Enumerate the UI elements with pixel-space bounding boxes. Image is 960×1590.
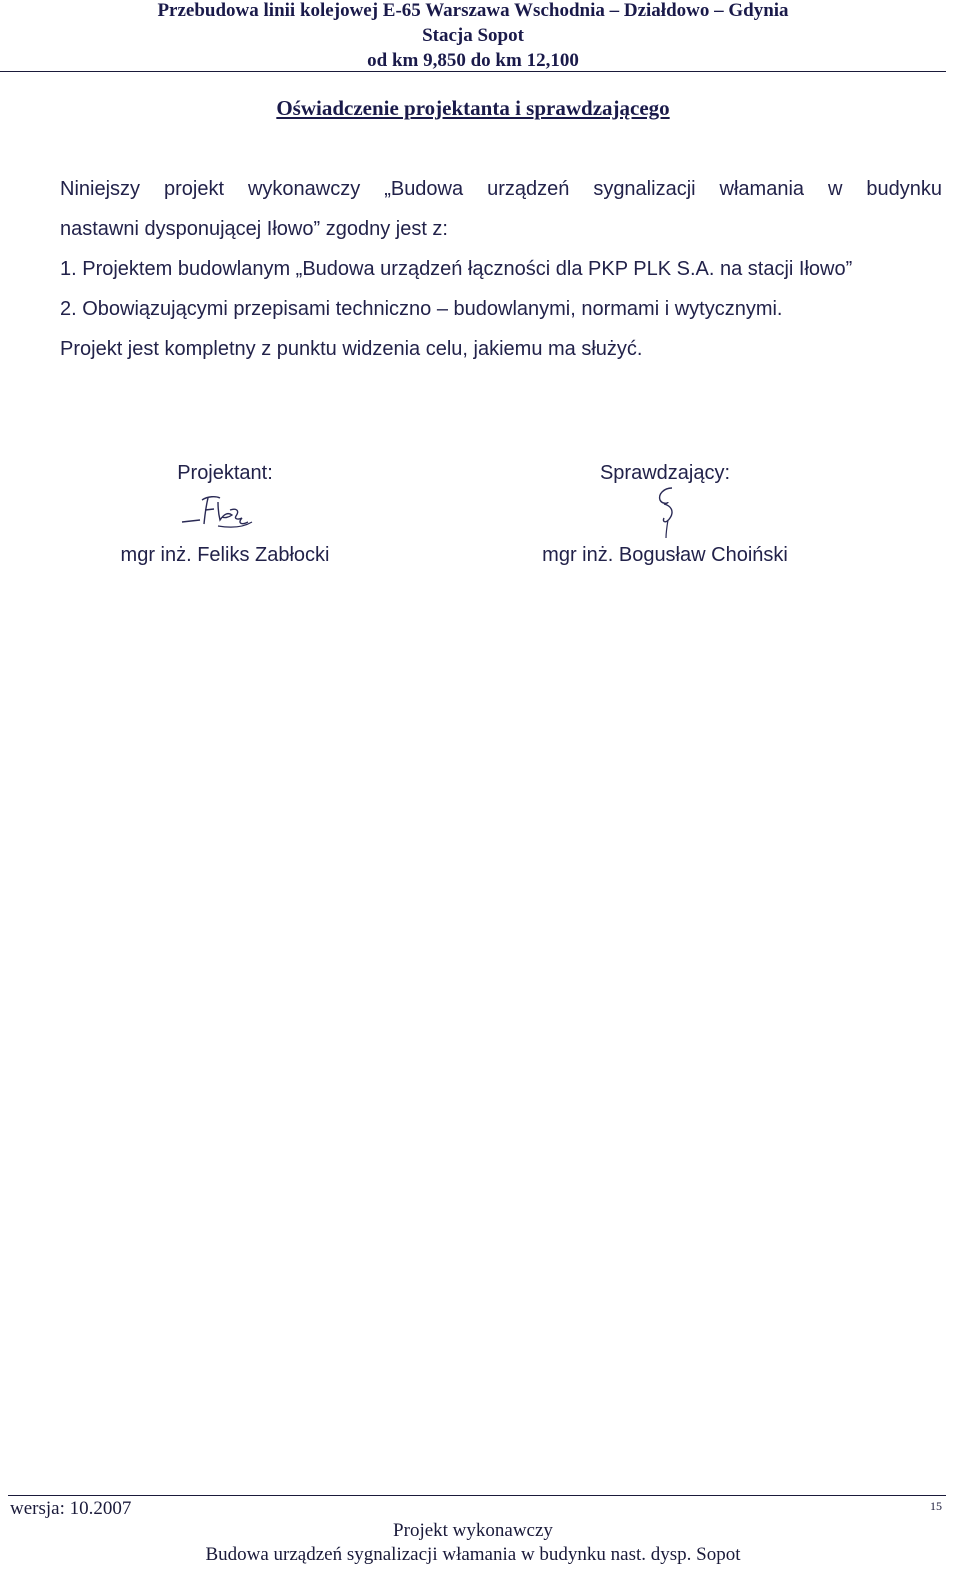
header-divider <box>0 71 946 72</box>
footer-project-description: Budowa urządzeń sygnalizacji włamania w budynku nast. dysp. Sopot <box>205 1544 741 1565</box>
intro-word: sygnalizacji <box>593 178 696 200</box>
intro-word: wykonawczy <box>247 178 361 200</box>
footer-project-type: Projekt wykonawczy <box>393 1520 553 1541</box>
designer-name: mgr inż. Feliks Zabłocki <box>120 544 330 566</box>
intro-paragraph-line2: nastawni dysponującej Iłowo” zgodny jest z: <box>60 218 448 240</box>
intro-word: urządzeń <box>487 178 570 200</box>
list-item-2: 2. Obowiązującymi przepisami techniczno – budowlanymi, normami i wytycznymi. <box>60 298 783 320</box>
checker-signature-icon <box>520 488 810 540</box>
footer-divider <box>8 1495 946 1496</box>
handwritten-signature-icon <box>642 482 692 542</box>
designer-signature-block <box>90 458 360 570</box>
header-station: Stacja Sopot <box>422 25 524 46</box>
page-number: 15 <box>930 1499 942 1513</box>
document-title: Oświadczenie projektanta i sprawdzającego <box>276 96 670 120</box>
footer-version: wersja: 10.2007 <box>10 1498 132 1519</box>
handwritten-signature-icon <box>178 488 268 538</box>
header-project-name: Przebudowa linii kolejowej E-65 Warszawa Wschodnia – Działdowo – Gdynia <box>157 0 789 21</box>
intro-paragraph-line1 <box>60 178 942 201</box>
intro-word: w <box>827 178 843 200</box>
intro-word: włamania <box>719 178 805 200</box>
checker-name: mgr inż. Bogusław Choiński <box>542 544 788 566</box>
designer-signature-icon <box>90 488 360 540</box>
intro-word: Niniejszy <box>60 178 141 200</box>
checker-role-label: Sprawdzający: <box>599 462 731 484</box>
closing-statement: Projekt jest kompletny z punktu widzenia celu, jakiemu ma służyć. <box>60 338 643 360</box>
designer-role-label: Projektant: <box>177 462 273 484</box>
intro-word: projekt <box>163 178 225 200</box>
page-header <box>0 0 960 74</box>
intro-word: budynku <box>866 178 942 200</box>
checker-signature-block <box>520 458 810 570</box>
intro-word: „Budowa <box>384 178 464 200</box>
list-item-1: 1. Projektem budowlanym „Budowa urządzeń łączności dla PKP PLK S.A. na stacji Iłowo” <box>60 258 853 280</box>
header-km-range: od km 9,850 do km 12,100 <box>367 50 579 71</box>
